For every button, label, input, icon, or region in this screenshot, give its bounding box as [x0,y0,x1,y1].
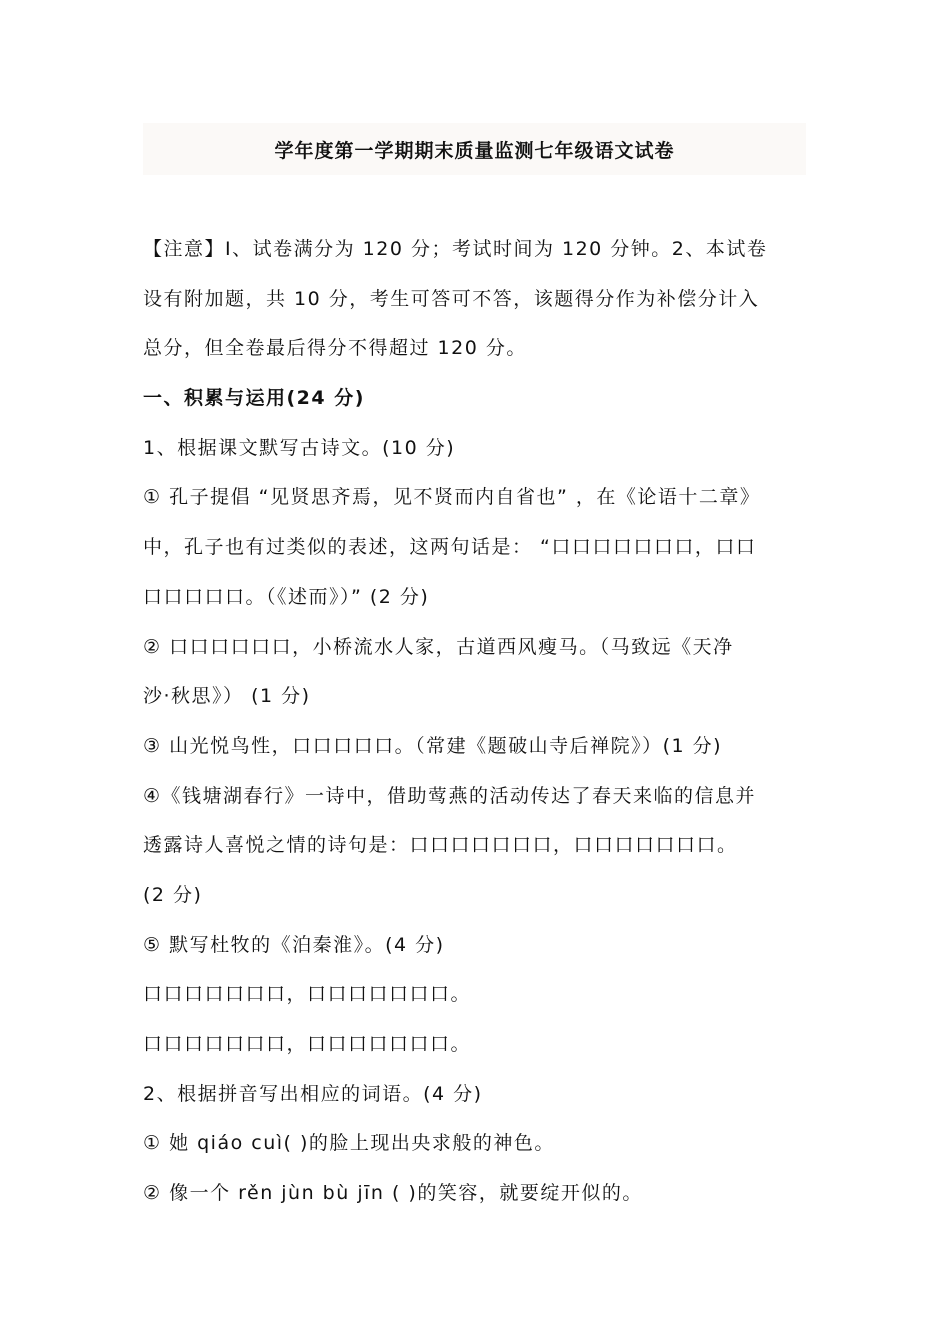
question-1-item-2-line-2: 沙·秋思》） (1 分) [143,685,311,708]
poem-blank-line-1: 口口口口口口口，口口口口口口口。 [143,983,472,1006]
question-1-item-1-line-3: 口口口口口。（《述而》）” (2 分) [143,585,430,608]
question-1-item-1-line-2: 中，孔子也有过类似的表述，这两句话是： “口口口口口口口，口口 [143,536,757,559]
question-1-item-5-heading: ⑤ 默写杜牧的《泊秦淮》。(4 分) [143,933,445,956]
exam-body [143,225,808,1219]
question-1-item-3: ③ 山光悦鸟性，口口口口口。（常建《题破山寺后禅院》）(1 分) [143,734,723,757]
question-1-item-4-line-2: 透露诗人喜悦之情的诗句是：口口口口口口口，口口口口口口口。 [143,834,738,857]
question-2-item-1: ① 她 qiáo cuì( )的脸上现出央求般的神色。 [143,1132,555,1155]
question-1-heading: 1、根据课文默写古诗文。(10 分) [143,436,456,459]
question-1-item-1-line-1: ① 孔子提倡 “见贤思齐焉，见不贤而内自省也” ，在《论语十二章》 [143,486,761,509]
question-1-item-2-line-1: ② 口口口口口口，小桥流水人家，古道西风瘦马。（马致远《天净 [143,635,734,658]
notice-line-1: 【注意】I、试卷满分为 120 分；考试时间为 120 分钟。2、本试卷 [143,238,768,260]
question-2-item-2: ② 像一个 rěn jùn bù jīn ( )的笑容，就要绽开似的。 [143,1182,643,1205]
notice-line-3: 总分，但全卷最后得分不得超过 120 分。 [143,337,527,360]
section-heading: 一、积累与运用(24 分) [143,387,365,410]
exam-title: 学年度第一学期期末质量监测七年级语文试卷 [274,139,675,162]
title-banner [143,123,806,175]
question-1-item-4-line-1: ④《钱塘湖春行》一诗中，借助莺燕的活动传达了春天来临的信息并 [143,784,757,807]
poem-blank-line-2: 口口口口口口口，口口口口口口口。 [143,1033,472,1055]
notice-line-2: 设有附加题，共 10 分，考生可答可不答，该题得分作为补偿分计入 [143,287,760,310]
question-2-heading: 2、根据拼音写出相应的词语。(4 分) [143,1082,483,1105]
question-1-item-4-line-3: (2 分) [143,883,203,906]
